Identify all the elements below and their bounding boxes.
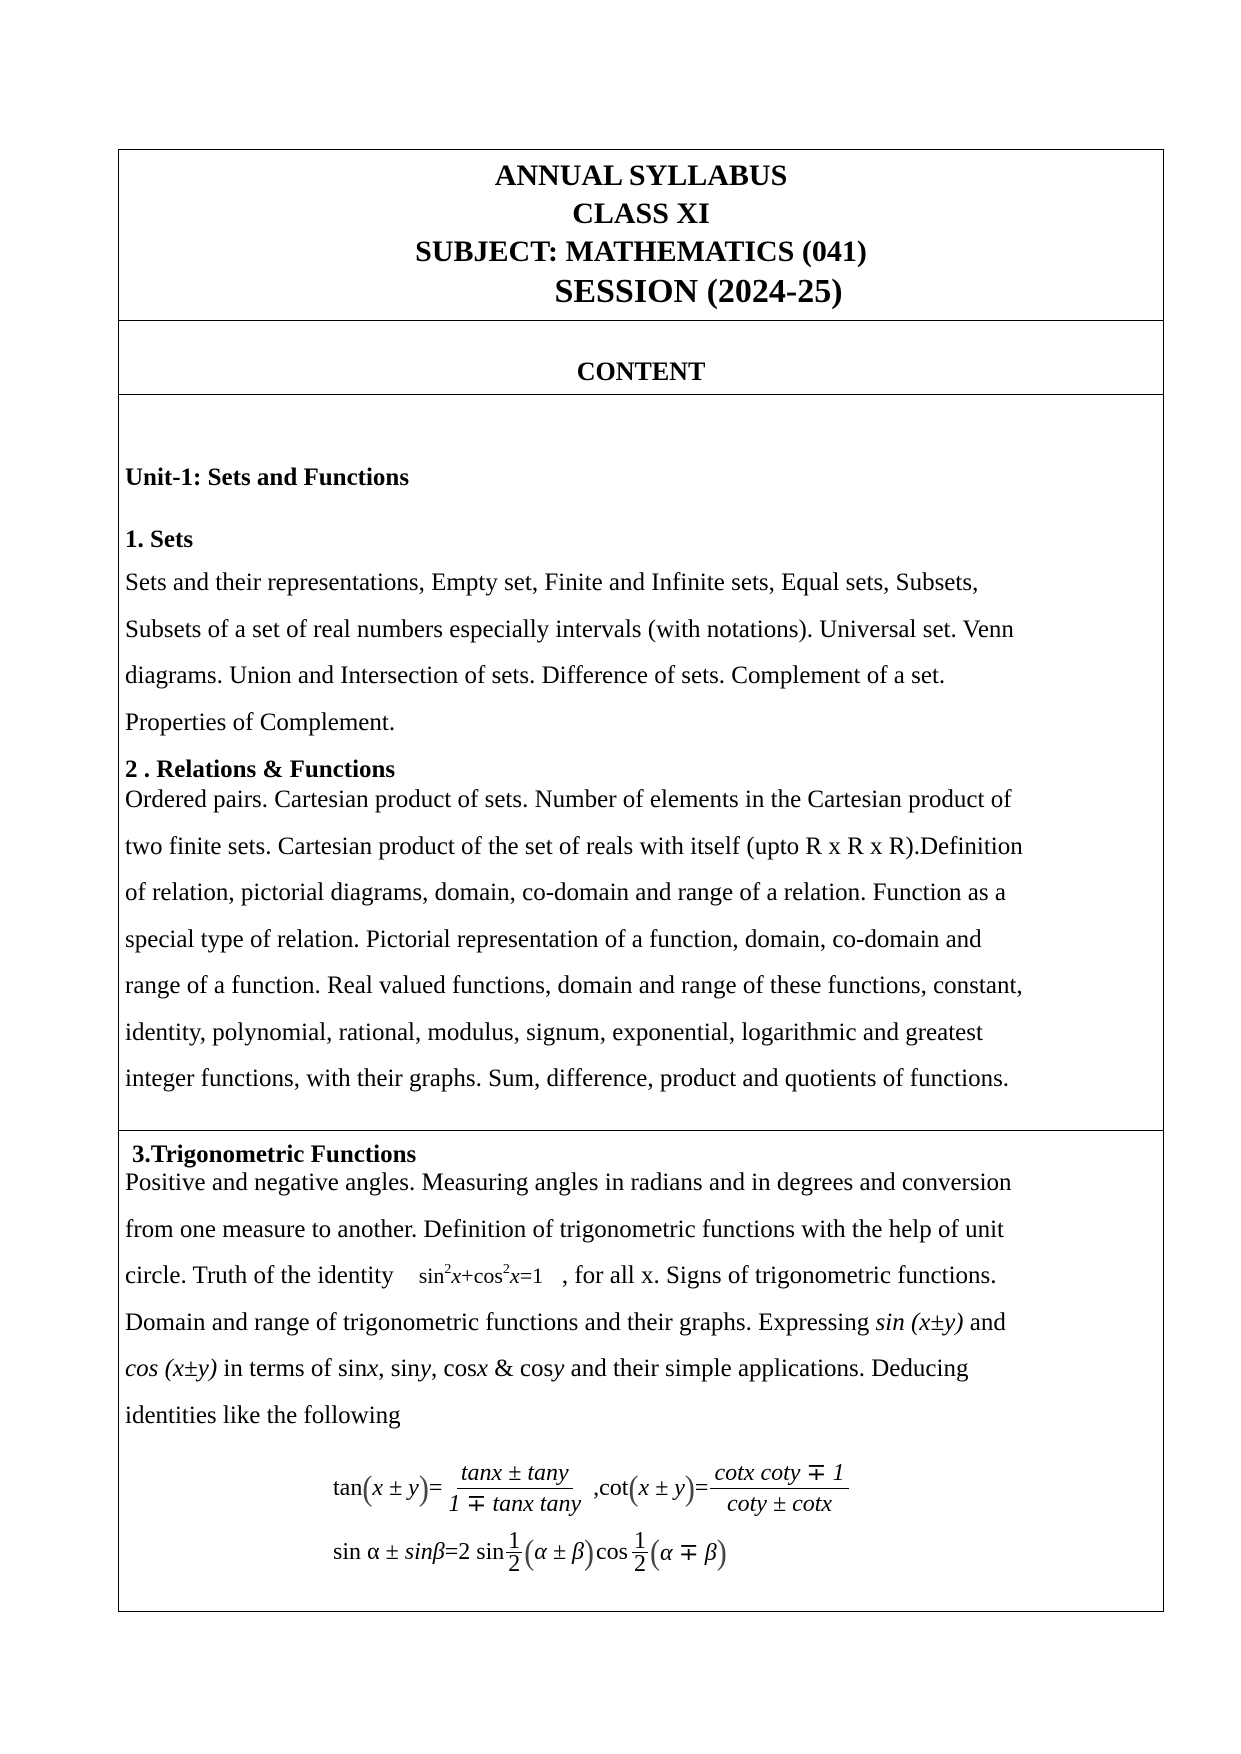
text-line: special type of relation. Pictorial representation of a function, domain, co-domain and — [125, 925, 982, 953]
math-arg: α ± β — [534, 1539, 585, 1565]
text-span: & cos — [494, 1355, 554, 1382]
text-line: of relation, pictorial diagrams, domain, co-domain and range of a relation. Function as a — [125, 879, 1006, 906]
math-fn: sin — [418, 1263, 445, 1288]
syllabus-table — [118, 149, 1164, 1612]
math-italic: sin (x±y) — [875, 1308, 964, 1336]
math-lhs: sinβ — [404, 1539, 445, 1565]
math-op: =2 sin — [444, 1539, 505, 1565]
math-exponent: 2 — [502, 1262, 510, 1277]
fraction-denominator: coty ± cotx — [726, 1491, 833, 1517]
text-line — [125, 1346, 1155, 1393]
text-line — [125, 1300, 1155, 1347]
math-var: x — [451, 1263, 462, 1288]
math-op: , — [593, 1475, 600, 1501]
content-heading: CONTENT — [576, 357, 706, 386]
section-title-relations: 2 . Relations & Functions — [125, 756, 396, 783]
fraction-numerator: 1 — [634, 1528, 647, 1554]
math-italic: cos (x±y) — [125, 1355, 218, 1382]
text-line-identity — [125, 1253, 1155, 1300]
math-paren: ( — [524, 1532, 535, 1571]
fraction-half — [506, 1530, 522, 1575]
text-line: identity, polynomial, rational, modulus, signum, exponential, logarithmic and greatest — [125, 1018, 983, 1046]
header-subject: SUBJECT: MATHEMATICS (041) — [415, 235, 867, 268]
math-exponent: 2 — [444, 1262, 452, 1277]
text-line: Properties of Complement. — [125, 708, 396, 736]
divider — [119, 394, 1163, 395]
divider — [119, 1130, 1163, 1131]
text-line: Sets and their representations, Empty set, Finite and Infinite sets, Equal sets, Subsets, — [125, 569, 979, 596]
math-fn: cos — [473, 1263, 503, 1288]
text-line: range of a function. Real valued functions, domain and range of these functions, constant, — [125, 972, 1023, 999]
identity-formula — [419, 1263, 543, 1288]
text-line: integer functions, with their graphs. Sum, difference, product and quotients of functions. — [125, 1065, 1010, 1092]
text-span: and their simple applications. Deducing — [570, 1355, 969, 1382]
section-title-trig: 3.Trigonometric Functions — [132, 1141, 417, 1168]
formula-sin-sum — [333, 1530, 727, 1575]
fraction-numerator: 1 — [508, 1528, 521, 1554]
math-op: = — [428, 1475, 443, 1501]
math-var: x — [476, 1355, 488, 1382]
fraction-numerator: cotx coty ∓ 1 — [710, 1460, 848, 1489]
math-arg: x ± y — [372, 1475, 419, 1501]
text-line: identities like the following — [125, 1401, 401, 1429]
text-line: Ordered pairs. Cartesian product of sets. Number of elements in the Cartesian product of — [125, 786, 1012, 813]
math-fn: cot — [599, 1475, 629, 1501]
fraction-denominator: 1 ∓ tanx tany — [448, 1491, 582, 1517]
math-arg: x ± y — [638, 1475, 685, 1501]
math-op: + — [461, 1263, 474, 1288]
math-var: y — [419, 1355, 432, 1382]
math-var: y — [553, 1355, 565, 1382]
math-op: =1 — [519, 1263, 544, 1288]
text-line: Positive and negative angles. Measuring angles in radians and in degrees and conversion — [125, 1169, 1012, 1196]
fraction — [710, 1460, 848, 1517]
math-arg: α ∓ β — [660, 1540, 717, 1566]
math-paren: ) — [684, 1468, 695, 1507]
relations-paragraph — [125, 777, 1155, 1103]
fraction-denominator: 2 — [634, 1551, 647, 1577]
math-paren: ) — [716, 1532, 727, 1571]
math-lhs: sin α ± — [333, 1539, 399, 1565]
text-line: from one measure to another. Definition of trigonometric functions with the help of unit — [125, 1215, 1004, 1243]
text-span: Domain and range of trigonometric functions and their graphs. Expressing — [125, 1308, 870, 1336]
text-span: circle. Truth of the identity — [125, 1262, 394, 1289]
fraction-half — [632, 1530, 648, 1575]
header-session: SESSION (2024-25) — [554, 273, 843, 310]
fraction-numerator: tanx ± tany — [457, 1460, 573, 1489]
math-var: x — [367, 1355, 379, 1382]
math-fn: cos — [596, 1539, 629, 1565]
math-paren: ) — [418, 1468, 429, 1507]
text-span: , for all x. Signs of trigonometric functions. — [561, 1262, 997, 1289]
formula-tan-cot — [333, 1460, 851, 1517]
math-var: x — [509, 1263, 520, 1288]
sets-paragraph — [125, 560, 1155, 746]
text-span: in terms of sin — [223, 1355, 368, 1382]
text-span: , cos — [431, 1355, 477, 1382]
math-paren: ) — [584, 1532, 595, 1571]
math-paren: ( — [362, 1468, 373, 1507]
math-paren: ( — [650, 1532, 661, 1571]
fraction-denominator: 2 — [508, 1551, 521, 1577]
header-class: CLASS XI — [572, 197, 710, 230]
math-fn: tan — [333, 1475, 363, 1501]
section-title-sets: 1. Sets — [125, 526, 194, 553]
header-title: ANNUAL SYLLABUS — [494, 159, 788, 192]
text-line: two finite sets. Cartesian product of the set of reals with itself (upto R x R x R).Definition — [125, 832, 1023, 860]
math-paren: ( — [628, 1468, 639, 1507]
text-span: and — [969, 1308, 1006, 1336]
text-span: , sin — [378, 1355, 420, 1382]
header-block — [119, 150, 1163, 320]
trig-paragraph — [125, 1160, 1155, 1439]
divider — [119, 320, 1163, 321]
text-line: Subsets of a set of real numbers especially intervals (with notations). Universal set. Venn — [125, 615, 1014, 643]
fraction — [444, 1460, 585, 1517]
unit-title: Unit-1: Sets and Functions — [125, 464, 410, 491]
math-op: = — [694, 1475, 709, 1501]
text-line: diagrams. Union and Intersection of sets. Difference of sets. Complement of a set. — [125, 662, 946, 689]
